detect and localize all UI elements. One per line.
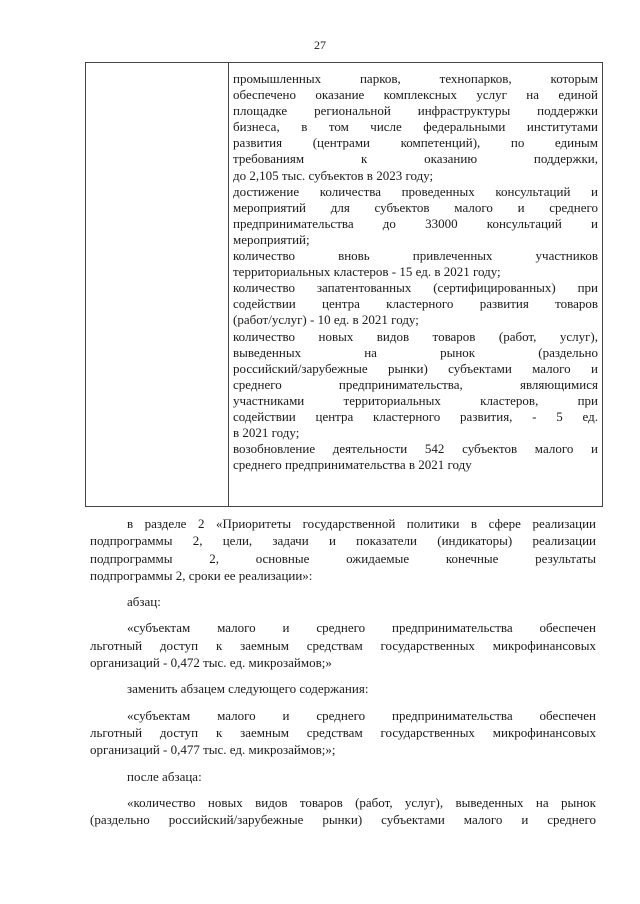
table-cell-line: среднего предпринимательства, являющимися [233, 376, 598, 392]
table-cell-line: требованиям к оказанию поддержки, [233, 151, 598, 167]
paragraph-gap [90, 759, 596, 768]
paragraph-line: «субъектам малого и среднего предпринимательства обеспечен [127, 707, 596, 723]
paragraph-gap [90, 698, 596, 707]
table-cell-line: количество запатентованных (сертифицированных) при [233, 280, 598, 296]
paragraph-line: «количество новых видов товаров (работ, услуг), выведенных на рынок [127, 794, 596, 810]
paragraph-line: льготный доступ к заемным средствам государственных микрофинансовых [90, 724, 596, 740]
table-cell-line: до 2,105 тыс. субъектов в 2023 году; [233, 167, 434, 183]
table-cell-line: обеспечено оказание комплексных услуг на единой [233, 87, 598, 103]
paragraph-line: после абзаца: [127, 768, 202, 784]
body-paragraph [90, 619, 596, 671]
paragraph-line: подпрограммы 2, цели, задачи и показатели (индикаторы) реализации [90, 533, 596, 549]
body-paragraph [90, 707, 596, 759]
paragraph-line: «субъектам малого и среднего предпринимательства обеспечен [127, 620, 596, 636]
body-paragraph [90, 768, 596, 785]
table-cell-line: количество новых видов товаров (работ, услуг), [233, 328, 598, 344]
body-paragraph [90, 593, 596, 610]
body-paragraph [90, 680, 596, 697]
table-cell-line: выведенных на рынок (раздельно [233, 344, 598, 360]
table-cell-line: участниками территориальных кластеров, при [233, 392, 598, 408]
paragraph-gap [90, 785, 596, 794]
paragraph-line: абзац: [127, 594, 161, 610]
paragraph-line: (раздельно российский/зарубежные рынки) субъектами малого и среднего [90, 812, 596, 828]
body-paragraph [90, 794, 596, 829]
table-cell-line: содействии центра кластерного развития, - 5 ед. [233, 408, 598, 424]
document-body [90, 515, 596, 828]
table-cell-line: возобновление деятельности 542 субъектов малого и [233, 441, 598, 457]
table-cell-line: площадке региональной инфраструктуры поддержки [233, 103, 598, 119]
body-paragraph [90, 515, 596, 584]
paragraph-gap [90, 584, 596, 593]
table-cell-line: территориальных кластеров - 15 ед. в 2021 году; [233, 264, 501, 280]
paragraph-line: в разделе 2 «Приоритеты государственной политики в сфере реализации [127, 516, 596, 531]
paragraph-line: льготный доступ к заемным средствам государственных микрофинансовых [90, 637, 596, 653]
table-text-cell [233, 71, 598, 473]
table-cell-line: в 2021 году; [233, 425, 300, 441]
paragraph-line: подпрограммы 2, основные ожидаемые конечные результаты [90, 550, 596, 566]
table-cell-line: содействии центра кластерного развития товаров [233, 296, 598, 312]
table-cell-line: среднего предпринимательства в 2021 году [233, 457, 472, 473]
table-cell-line: мероприятий для субъектов малого и среднего [233, 199, 598, 215]
paragraph-line: подпрограммы 2, сроки ее реализации»: [90, 567, 313, 583]
table-cell-line: бизнеса, в том числе федеральными институтами [233, 119, 598, 135]
table-cell-line: развития (центрами компетенций), по единым [233, 135, 598, 151]
table-cell-line: достижение количества проведенных консультаций и [233, 183, 598, 199]
table-cell-line: промышленных парков, технопарков, которым [233, 71, 598, 86]
table-cell-line: предпринимательства до 33000 консультаций и [233, 215, 598, 231]
indicators-table [85, 62, 603, 507]
table-cell-line: мероприятий; [233, 231, 310, 247]
table-column-divider [228, 63, 229, 506]
paragraph-gap [90, 610, 596, 619]
paragraph-line: организаций - 0,472 тыс. ед. микрозаймов;» [90, 655, 332, 671]
page-number: 27 [314, 38, 326, 52]
paragraph-line: организаций - 0,477 тыс. ед. микрозаймов;»; [90, 742, 336, 758]
table-cell-line: российский/зарубежные рынки) субъектами малого и [233, 360, 598, 376]
paragraph-line: заменить абзацем следующего содержания: [127, 681, 369, 697]
table-cell-line: количество вновь привлеченных участников [233, 248, 598, 264]
table-cell-line: (работ/услуг) - 10 ед. в 2021 году; [233, 312, 419, 328]
paragraph-gap [90, 671, 596, 680]
